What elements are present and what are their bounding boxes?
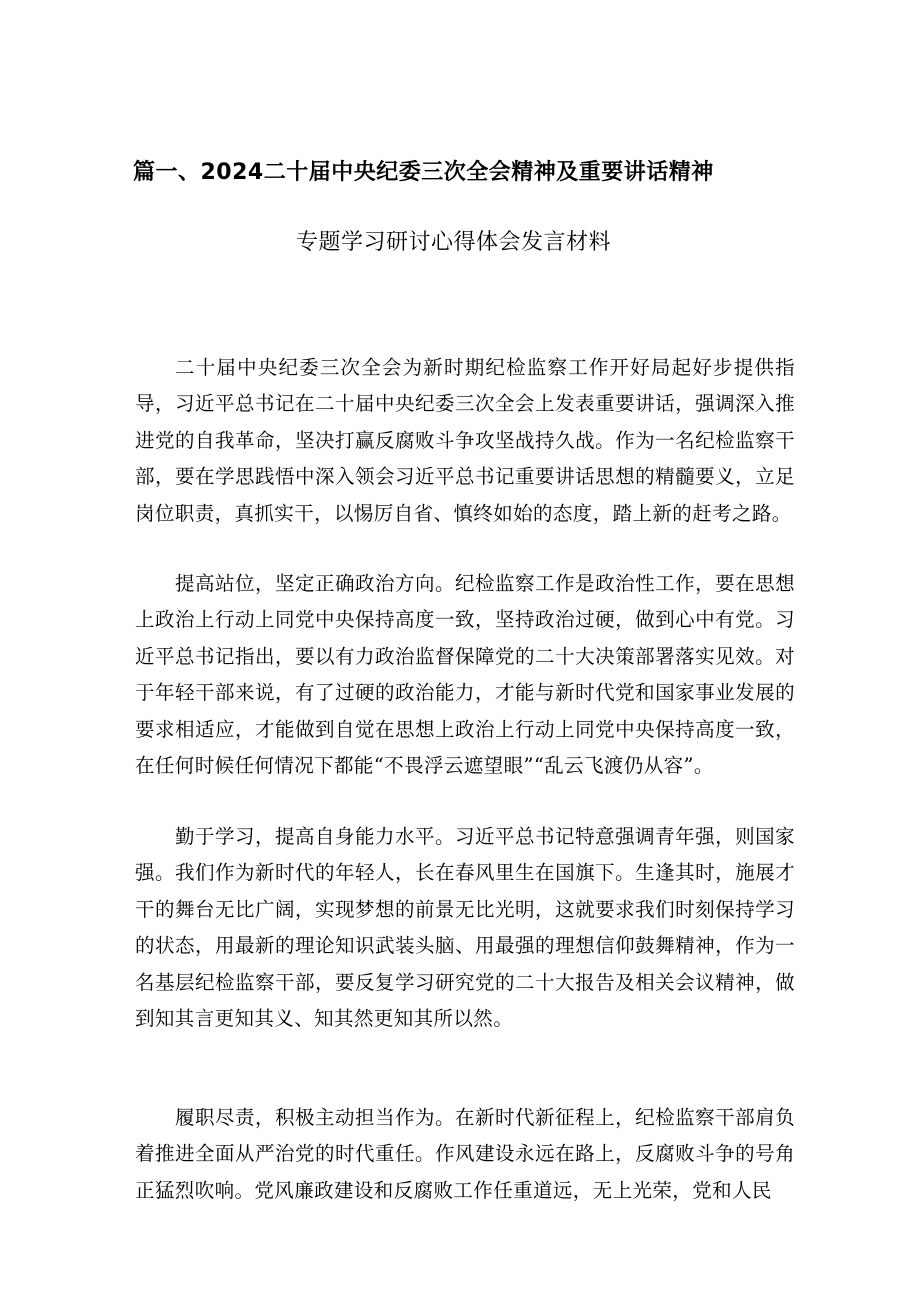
body-paragraph-4: 履职尽责，积极主动担当作为。在新时代新征程上，纪检监察干部肩负着推进全面从严治党的时代重任。作风建设永远在路上，反腐败斗争的号角正猛烈吹响。党风廉政建设和反腐败工作任重道远，无上光荣，党和人民 [135,1105,795,1202]
body-paragraph-3: 勤于学习，提高自身能力水平。习近平总书记特意强调青年强，则国家强。我们作为新时代的年轻人，长在春风里生在国旗下。生逢其时，施展才干的舞台无比广阔，实现梦想的前景无比光明，这就要求我们时刻保持学习的状态，用最新的理论知识武装头脑、用最强的理想信仰鼓舞精神，作为一名基层纪检监察干部，要反复学习研究党的二十大报告及相关会议精神，做到知其言更知其义、知其然更知其所以然。 [135,824,795,1031]
document-title-line-1: 篇一、2024二十届中央纪委三次全会精神及重要讲话精神 [133,160,714,185]
body-paragraph-2: 提高站位，坚定正确政治方向。纪检监察工作是政治性工作，要在思想上政治上行动上同党中央保持高度一致，坚持政治过硬，做到心中有党。习近平总书记指出，要以有力政治监督保障党的二十大决策部署落实见效。对于年轻干部来说，有了过硬的政治能力，才能与新时代党和国家事业发展的要求相适应，才能做到自觉在思想上政治上行动上同党中央保持高度一致，在任何时候任何情况下都能“不畏浮云遮望眼”“乱云飞渡仍从容”。 [135,571,795,778]
document-title-line-2: 专题学习研讨心得体会发言材料 [296,230,612,255]
body-paragraph-1: 二十届中央纪委三次全会为新时期纪检监察工作开好局起好步提供指导，习近平总书记在二十届中央纪委三次全会上发表重要讲话，强调深入推进党的自我革命，坚决打赢反腐败斗争攻坚战持久战。作为一名纪检监察干部，要在学思践悟中深入领会习近平总书记重要讲话思想的精髓要义，立足岗位职责，真抓实干，以惕厉自省、慎终如始的态度，踏上新的赶考之路。 [135,355,795,525]
